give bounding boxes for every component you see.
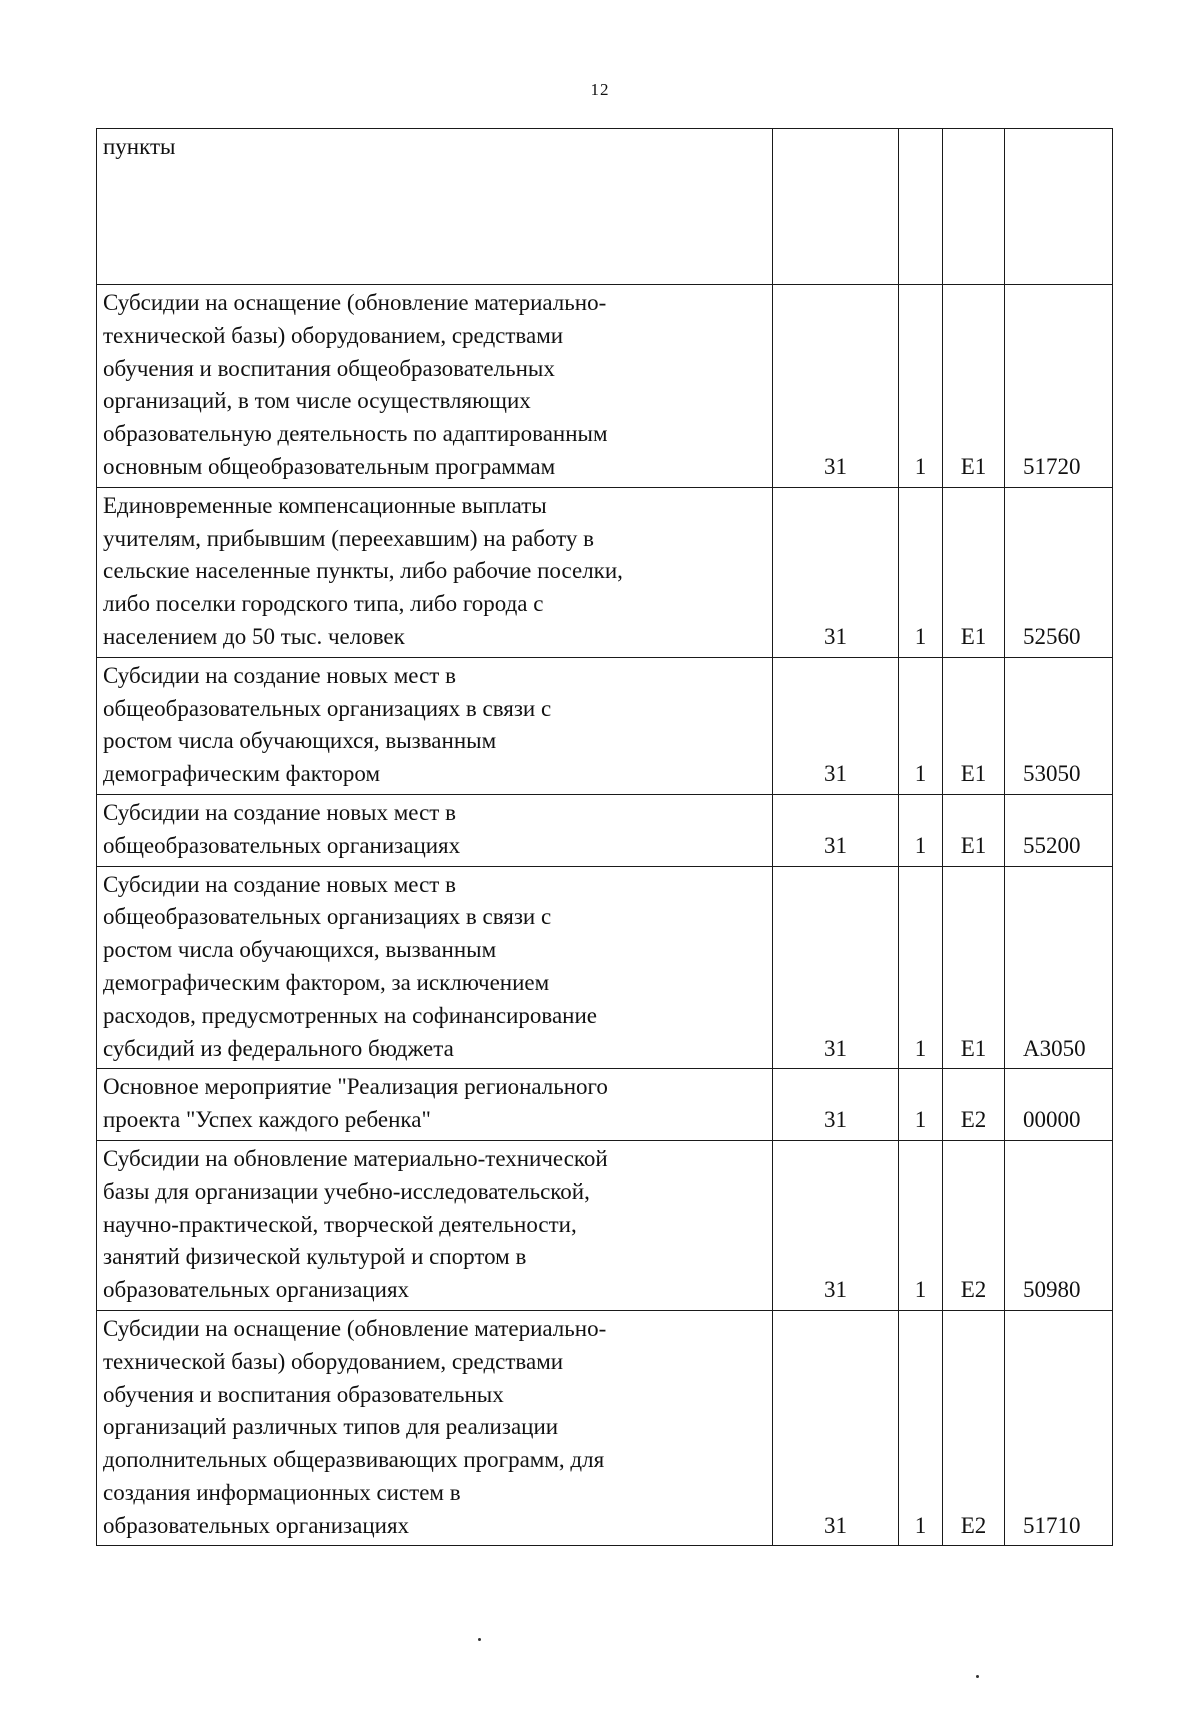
project-code: Е1 xyxy=(943,285,1005,488)
description-line: Единовременные компенсационные выплаты xyxy=(103,492,547,518)
program-code xyxy=(773,129,899,285)
table-row xyxy=(97,657,1113,794)
item-description xyxy=(97,866,773,1069)
direction-code: 55200 xyxy=(1005,794,1113,866)
program-code: 31 xyxy=(773,1069,899,1141)
table-body xyxy=(97,129,1113,1546)
description-line: основным общеобразовательным программам xyxy=(103,453,556,479)
description-line: пункты xyxy=(103,134,176,159)
description-line: ростом числа обучающихся, вызванным xyxy=(103,728,497,754)
direction-code: 50980 xyxy=(1005,1140,1113,1310)
project-code: Е2 xyxy=(943,1140,1005,1310)
description-line: демографическим фактором xyxy=(103,761,381,787)
direction-code: А3050 xyxy=(1005,866,1113,1069)
table-row xyxy=(97,1310,1113,1546)
description-line: технической базы) оборудованием, средствами xyxy=(103,322,564,348)
direction-code: 52560 xyxy=(1005,487,1113,657)
page-number: 12 xyxy=(590,80,610,99)
description-line: ростом числа обучающихся, вызванным xyxy=(103,937,497,963)
table-row xyxy=(97,129,1113,285)
program-code: 31 xyxy=(773,657,899,794)
description-line: образовательных организациях xyxy=(103,1277,410,1303)
description-line: проекта "Успех каждого ребенка" xyxy=(103,1107,431,1133)
subprogram-code: 1 xyxy=(899,487,943,657)
description-line: учителям, прибывшим (переехавшим) на работу в xyxy=(103,525,594,551)
program-code: 31 xyxy=(773,866,899,1069)
table-row xyxy=(97,487,1113,657)
description-line: базы для организации учебно-исследовательской, xyxy=(103,1178,590,1204)
description-line: Субсидии на оснащение (обновление материально- xyxy=(103,290,607,315)
direction-code: 53050 xyxy=(1005,657,1113,794)
project-code: Е1 xyxy=(943,487,1005,657)
program-code: 31 xyxy=(773,285,899,488)
subprogram-code: 1 xyxy=(899,1069,943,1141)
direction-code: 51720 xyxy=(1005,285,1113,488)
description-line: демографическим фактором, за исключением xyxy=(103,969,550,995)
description-line: либо поселки городского типа, либо города с xyxy=(103,591,544,617)
description-line: Субсидии на создание новых мест в xyxy=(103,662,456,688)
program-code: 31 xyxy=(773,1140,899,1310)
description-line: Основное мероприятие "Реализация регионального xyxy=(103,1074,608,1100)
description-line: сельские населенные пункты, либо рабочие поселки, xyxy=(103,558,623,584)
description-line: общеобразовательных организациях в связи с xyxy=(103,904,552,930)
description-line: Субсидии на создание новых мест в xyxy=(103,871,456,897)
subprogram-code: 1 xyxy=(899,1310,943,1546)
description-line: расходов, предусмотренных на софинансирование xyxy=(103,1002,597,1028)
project-code: Е1 xyxy=(943,866,1005,1069)
item-description xyxy=(97,1140,773,1310)
description-line: организаций, в том числе осуществляющих xyxy=(103,388,531,414)
subprogram-code: 1 xyxy=(899,1140,943,1310)
scan-speck xyxy=(976,1675,979,1678)
program-code: 31 xyxy=(773,794,899,866)
description-line: создания информационных систем в xyxy=(103,1479,461,1505)
table-row xyxy=(97,1140,1113,1310)
table-row xyxy=(97,1069,1113,1141)
project-code: Е1 xyxy=(943,657,1005,794)
project-code xyxy=(943,129,1005,285)
description-line: технической базы) оборудованием, средствами xyxy=(103,1348,564,1374)
description-line: образовательных организациях xyxy=(103,1512,410,1538)
description-line: обучения и воспитания общеобразовательных xyxy=(103,355,555,381)
scan-speck xyxy=(478,1638,481,1641)
item-description xyxy=(97,657,773,794)
budget-classification-table xyxy=(96,128,1113,1546)
description-line: Субсидии на обновление материально-технической xyxy=(103,1145,608,1171)
description-line: Субсидии на оснащение (обновление материально- xyxy=(103,1315,607,1341)
description-line: обучения и воспитания образовательных xyxy=(103,1381,504,1407)
table-row xyxy=(97,866,1113,1069)
program-code: 31 xyxy=(773,1310,899,1546)
subprogram-code: 1 xyxy=(899,794,943,866)
table-row xyxy=(97,794,1113,866)
description-line: дополнительных общеразвивающих программ, для xyxy=(103,1447,605,1473)
subprogram-code: 1 xyxy=(899,285,943,488)
subprogram-code xyxy=(899,129,943,285)
item-description xyxy=(97,285,773,488)
direction-code: 00000 xyxy=(1005,1069,1113,1141)
item-description xyxy=(97,129,773,285)
description-line: общеобразовательных организациях xyxy=(103,832,461,858)
program-code: 31 xyxy=(773,487,899,657)
item-description xyxy=(97,794,773,866)
project-code: Е2 xyxy=(943,1310,1005,1546)
project-code: Е1 xyxy=(943,794,1005,866)
description-line: образовательную деятельность по адаптированным xyxy=(103,421,608,447)
description-line: населением до 50 тыс. человек xyxy=(103,623,405,649)
project-code: Е2 xyxy=(943,1069,1005,1141)
item-description xyxy=(97,487,773,657)
item-description xyxy=(97,1310,773,1546)
description-line: субсидий из федерального бюджета xyxy=(103,1035,454,1061)
description-line: занятий физической культурой и спортом в xyxy=(103,1244,527,1270)
subprogram-code: 1 xyxy=(899,657,943,794)
table-row xyxy=(97,285,1113,488)
direction-code xyxy=(1005,129,1113,285)
description-line: научно-практической, творческой деятельности, xyxy=(103,1211,577,1237)
description-line: общеобразовательных организациях в связи с xyxy=(103,695,552,721)
description-line: Субсидии на создание новых мест в xyxy=(103,799,456,825)
direction-code: 51710 xyxy=(1005,1310,1113,1546)
item-description xyxy=(97,1069,773,1141)
description-line: организаций различных типов для реализации xyxy=(103,1414,559,1440)
subprogram-code: 1 xyxy=(899,866,943,1069)
